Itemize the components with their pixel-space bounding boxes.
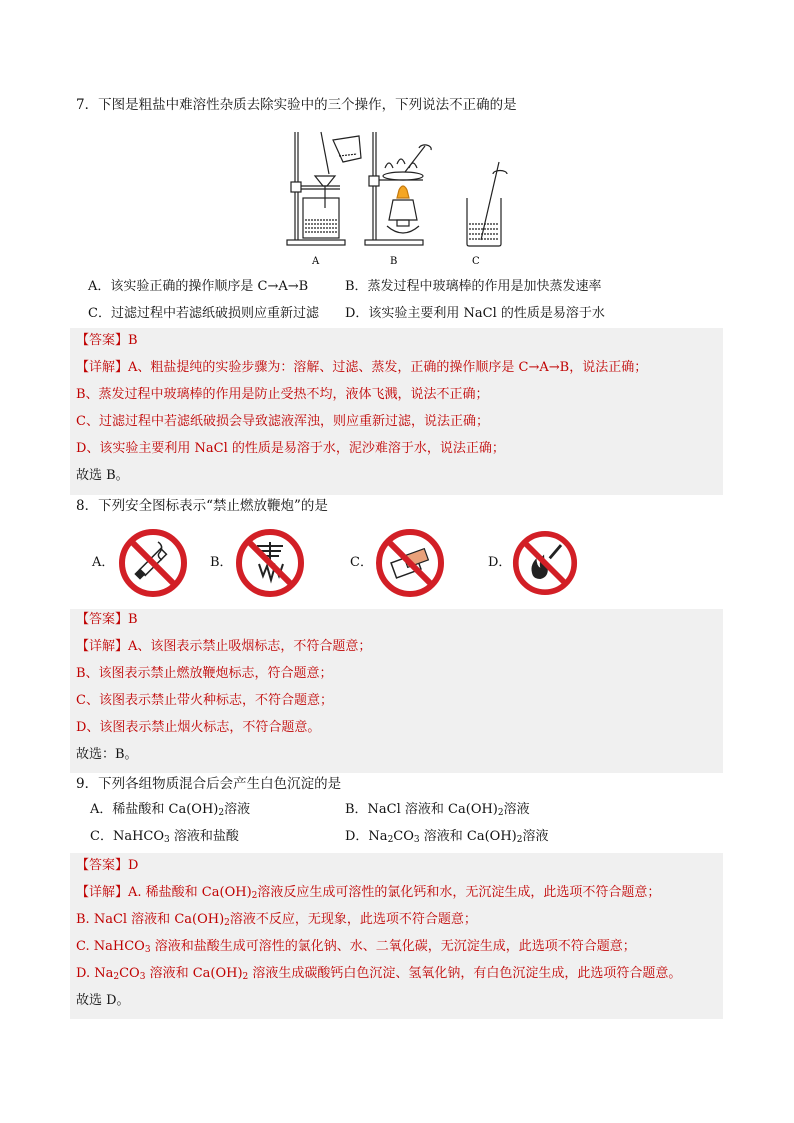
q9-answer-line xyxy=(76,857,138,875)
q7-apparatus-figure xyxy=(285,128,515,268)
q7-option-d[interactable]: D．该实验主要利用 NaCl 的性质是易溶于水 xyxy=(345,306,605,321)
q7-detail-3: C、过滤过程中若滤纸破损会导致滤液浑浊，则应重新过滤，说法正确； xyxy=(76,414,489,429)
q7-stem: 7．下图是粗盐中难溶性杂质去除实验中的三个操作，下列说法不正确的是 xyxy=(76,97,517,113)
q8-detail-1 xyxy=(76,638,371,656)
q9-option-c[interactable]: C．NaHCO$_3$ 溶液和盐酸 xyxy=(90,829,239,845)
detail-text: A、该图表示禁止吸烟标志，不符合题意； xyxy=(128,639,372,654)
q8-answer-line xyxy=(76,611,138,629)
q8-detail-3: C、该图表示禁止带火种标志，不符合题意； xyxy=(76,693,333,708)
answer-value: B xyxy=(128,612,138,627)
q7-detail-2: B、蒸发过程中玻璃棒的作用是防止受热不均，液体飞溅，说法不正确； xyxy=(76,387,489,402)
q9-detail-1: 【详解】A. 稀盐酸和 $Ca(OH)_2$溶液反应生成可溶性的氯化钙和水，无沉淀生成，此选项不符合题意； xyxy=(76,885,661,901)
detail-label: 【详解】 xyxy=(76,639,129,654)
q7-answer-block xyxy=(70,328,723,495)
q8-option-a[interactable]: A． xyxy=(92,555,115,570)
detail-label: 【详解】 xyxy=(76,885,129,900)
answer-label: 【答案】 xyxy=(76,612,129,627)
evaporation-apparatus-icon xyxy=(365,132,431,245)
no-smoking-icon[interactable] xyxy=(118,528,188,598)
q9-option-b[interactable]: B．NaCl 溶液和 $Ca(OH)_2$溶液 xyxy=(345,802,530,818)
q9-stem: 9．下列各组物质混合后会产生白色沉淀的是 xyxy=(76,776,342,792)
answer-value: D xyxy=(128,858,139,873)
fig-label-c: C xyxy=(472,256,480,267)
q8-option-b[interactable]: B． xyxy=(210,555,233,570)
no-kindling-icon[interactable] xyxy=(375,528,445,598)
q9-conclusion: 故选 D。 xyxy=(76,993,130,1008)
q9-detail-4: D. $Na_2CO_3$ 溶液和 $Ca(OH)_2$ 溶液生成碳酸钙白色沉淀、氢氧化钠，有白色沉淀生成，此选项符合题意。 xyxy=(76,966,682,982)
fig-label-b: B xyxy=(390,256,398,267)
dissolving-apparatus-icon xyxy=(467,162,507,246)
q7-option-a[interactable]: A．该实验正确的操作顺序是 C→A→B xyxy=(88,279,309,294)
q7-conclusion: 故选 B。 xyxy=(76,468,129,483)
q8-option-d[interactable]: D． xyxy=(488,555,512,570)
q7-detail-1 xyxy=(76,359,647,377)
detail-label: 【详解】 xyxy=(76,360,129,375)
q7-answer-line xyxy=(76,332,138,350)
q9-answer-block xyxy=(70,853,723,1019)
q9-detail-3: C. NaHCO$_3$ 溶液和盐酸生成可溶性的氯化钠、水、二氧化碳，无沉淀生成，此选项不符合题意； xyxy=(76,939,636,955)
filtration-apparatus-icon xyxy=(287,132,361,245)
q7-detail-4: D、该实验主要利用 NaCl 的性质是易溶于水，泥沙难溶于水，说法正确； xyxy=(76,441,505,456)
fig-label-a: A xyxy=(312,256,320,267)
q8-conclusion: 故选：B。 xyxy=(76,747,138,762)
q9-option-d[interactable]: D．$Na_2CO_3$ 溶液和 $Ca(OH)_2$溶液 xyxy=(345,829,549,845)
no-fire-icon[interactable] xyxy=(512,530,578,596)
no-firecrackers-icon[interactable] xyxy=(235,528,305,598)
q8-stem: 8．下列安全图标表示“禁止燃放鞭炮”的是 xyxy=(76,498,328,514)
q8-detail-2: B、该图表示禁止燃放鞭炮标志，符合题意； xyxy=(76,666,333,681)
q9-option-a[interactable]: A．稀盐酸和 $Ca(OH)_2$溶液 xyxy=(90,802,251,818)
answer-label: 【答案】 xyxy=(76,858,129,873)
q8-detail-4: D、该图表示禁止烟火标志，不符合题意。 xyxy=(76,720,321,735)
q8-answer-block xyxy=(70,609,723,773)
answer-label: 【答案】 xyxy=(76,333,129,348)
q8-option-c[interactable]: C． xyxy=(350,555,373,570)
q7-option-c[interactable]: C．过滤过程中若滤纸破损则应重新过滤 xyxy=(88,306,319,321)
detail-text: A、粗盐提纯的实验步骤为：溶解、过滤、蒸发，正确的操作顺序是 C→A→B，说法正确； xyxy=(128,360,648,375)
q7-option-b[interactable]: B．蒸发过程中玻璃棒的作用是加快蒸发速率 xyxy=(345,279,602,294)
answer-value: B xyxy=(128,333,138,348)
q9-detail-2: B. NaCl 溶液和 $Ca(OH)_2$溶液不反应，无现象，此选项不符合题意； xyxy=(76,912,477,928)
